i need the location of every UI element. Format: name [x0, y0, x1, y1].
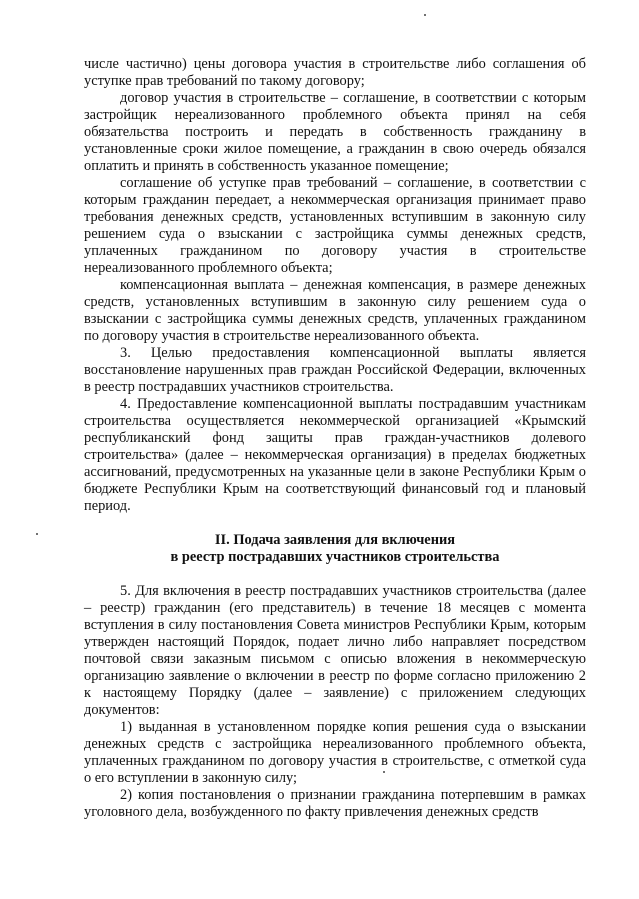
paragraph: 4. Предоставление компенсационной выплаты пострадавшим участникам строительства осуществляется некоммерческой организацией «Крымский республиканский фонд защиты прав граждан-участников долевого строительства» (далее – некоммерческая организация) в пределах бюджетных ассигнований, предусмотренных на указанные цели в законе Республики Крым о бюджете Республики Крым на соответствующий финансовый год и плановый период.: [84, 396, 586, 514]
scan-speck: [424, 14, 426, 16]
paragraph: договор участия в строительстве – соглашение, в соответствии с которым застройщик нереализованного проблемного объекта принял на себя обязательства построить и передать в собственность гражданину в установленные сроки жилое помещение, а гражданин в свою очередь обязался оплатить и принять в собственность указанное помещение;: [84, 90, 586, 174]
paragraph: соглашение об уступке прав требований – соглашение, в соответствии с которым гражданин передает, а некоммерческая организация принимает право требования денежных средств, установленных вступившим в законную силу решением суда о взыскании с застройщика суммы денежных средств, уплаченных гражданином по договору участия в строительстве нереализованного проблемного объекта;: [84, 175, 586, 276]
paragraph: 1) выданная в установленном порядке копия решения суда о взыскании денежных средств с застройщика нереализованного проблемного объекта, уплаченных гражданином по договору участия в строительстве, с отметкой суда о его вступлении в законную силу;: [84, 719, 586, 786]
section-heading-line-1: II. Подача заявления для включения: [214, 532, 456, 548]
paragraphs-before: [84, 56, 586, 515]
paragraph: компенсационная выплата – денежная компенсация, в размере денежных средств, установленных вступившим в законную силу решением суда о взыскании с застройщика суммы денежных средств, уплаченных гражданином по договору участия в строительстве нереализованного объекта.: [84, 277, 586, 344]
paragraph: 5. Для включения в реестр пострадавших участников строительства (далее – реестр) гражданин (его представитель) в течение 18 месяцев с момента вступления в силу постановления Совета министров Республики Крым, которым утвержден настоящий Порядок, подает лично либо направляет посредством почтовой связи заказным письмом с описью вложения в некоммерческую организацию заявление о включении в реестр по форме согласно приложению 2 к настоящему Порядку (далее – заявление) с приложением следующих документов:: [84, 583, 586, 718]
paragraphs-after: [84, 583, 586, 821]
section-heading: [84, 532, 586, 566]
section-heading-line-2: в реестр пострадавших участников строительства: [170, 549, 500, 565]
paragraph: числе частично) цены договора участия в строительстве либо соглашения об уступке прав требований по такому договору;: [84, 56, 586, 89]
document-body: [84, 56, 586, 821]
paragraph: 3. Целью предоставления компенсационной выплаты является восстановление нарушенных прав граждан Российской Федерации, включенных в реестр пострадавших участников строительства.: [84, 345, 586, 395]
paragraph: 2) копия постановления о признании гражданина потерпевшим в рамках уголовного дела, возбужденного по факту привлечения денежных средств: [84, 787, 586, 820]
scan-speck: [36, 533, 38, 535]
